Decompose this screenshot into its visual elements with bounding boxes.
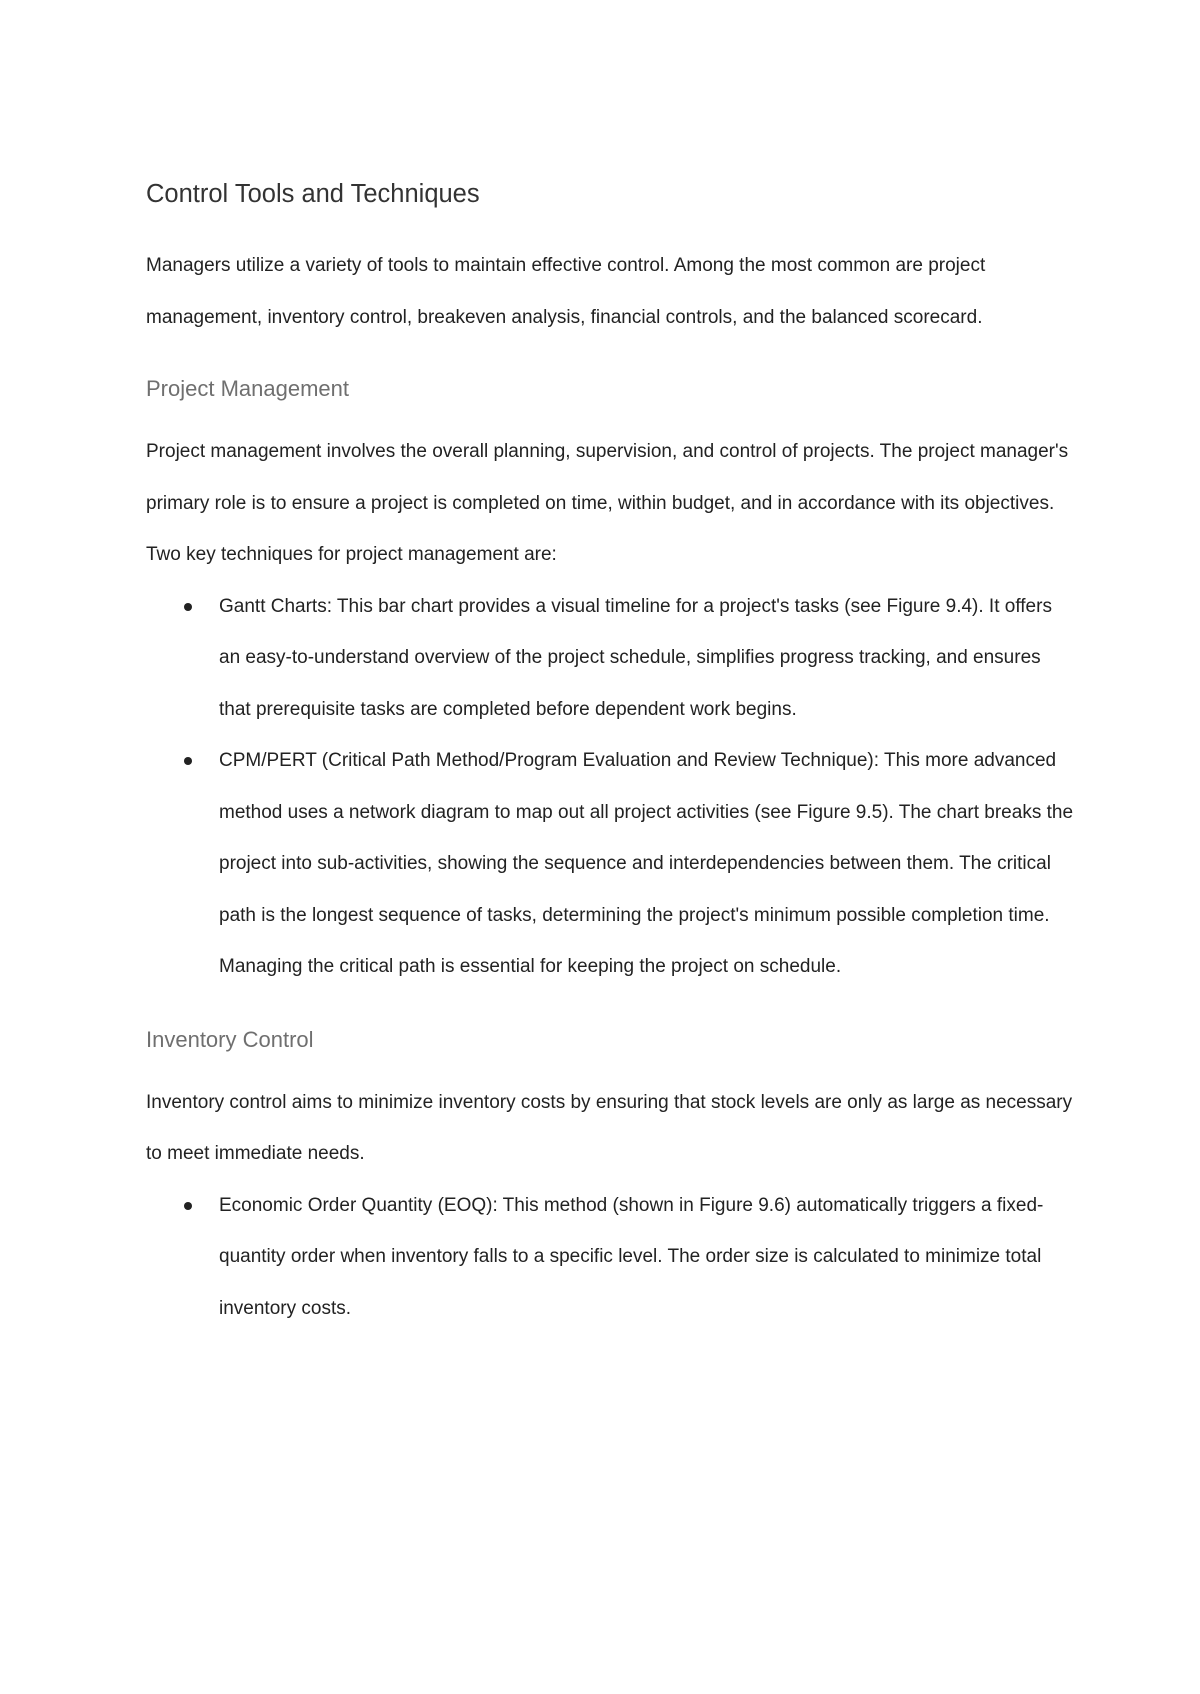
list-item-text: Gantt Charts: This bar chart provides a visual timeline for a project's tasks (see Figure 9.4). It offers an easy-to-understand overview of the project schedule, simplifies progress tracking, and ensures that prerequisite tasks are completed before dependent work begins. xyxy=(219,595,1052,720)
project-management-paragraph: Project management involves the overall planning, supervision, and control of projects. The project manager's primary role is to ensure a project is completed on time, within budget, and in accordance with its objectives. xyxy=(146,441,1069,514)
list-item-text: CPM/PERT (Critical Path Method/Program Evaluation and Review Technique): This more advanced method uses a network diagram to map out all project activities (see Figure 9.5). The chart breaks the project into sub-activities, showing the sequence and interdependencies between them. The critical path is the longest sequence of tasks, determining the project's minimum possible completion time. Managing the critical path is essential for keeping the project on schedule. xyxy=(219,750,1074,977)
list-item xyxy=(146,1180,1076,1335)
document-page xyxy=(146,176,1076,1334)
bullet-icon xyxy=(184,603,192,611)
list-item-text: Economic Order Quantity (EOQ): This method (shown in Figure 9.6) automatically triggers a fixed-quantity order when inventory falls to a specific level. The order size is calculated to minimize total inventory costs. xyxy=(219,1194,1044,1319)
project-management-list xyxy=(146,581,1076,993)
inventory-control-paragraph: Inventory control aims to minimize inventory costs by ensuring that stock levels are only as large as necessary to meet immediate needs. xyxy=(146,1091,1073,1164)
section-heading-project-management: Project Management xyxy=(146,376,349,401)
inventory-control-list xyxy=(146,1180,1076,1335)
bullet-icon xyxy=(184,757,192,765)
page-title: Control Tools and Techniques xyxy=(146,180,480,208)
techniques-intro: Two key techniques for project management are: xyxy=(146,544,557,565)
bullet-icon xyxy=(184,1202,192,1210)
section-heading-inventory-control: Inventory Control xyxy=(146,1026,314,1052)
intro-paragraph: Managers utilize a variety of tools to maintain effective control. Among the most common are project management, inventory control, breakeven analysis, financial controls, and the balanced scorecard. xyxy=(146,255,986,328)
list-item xyxy=(146,581,1076,736)
list-item xyxy=(146,735,1076,993)
